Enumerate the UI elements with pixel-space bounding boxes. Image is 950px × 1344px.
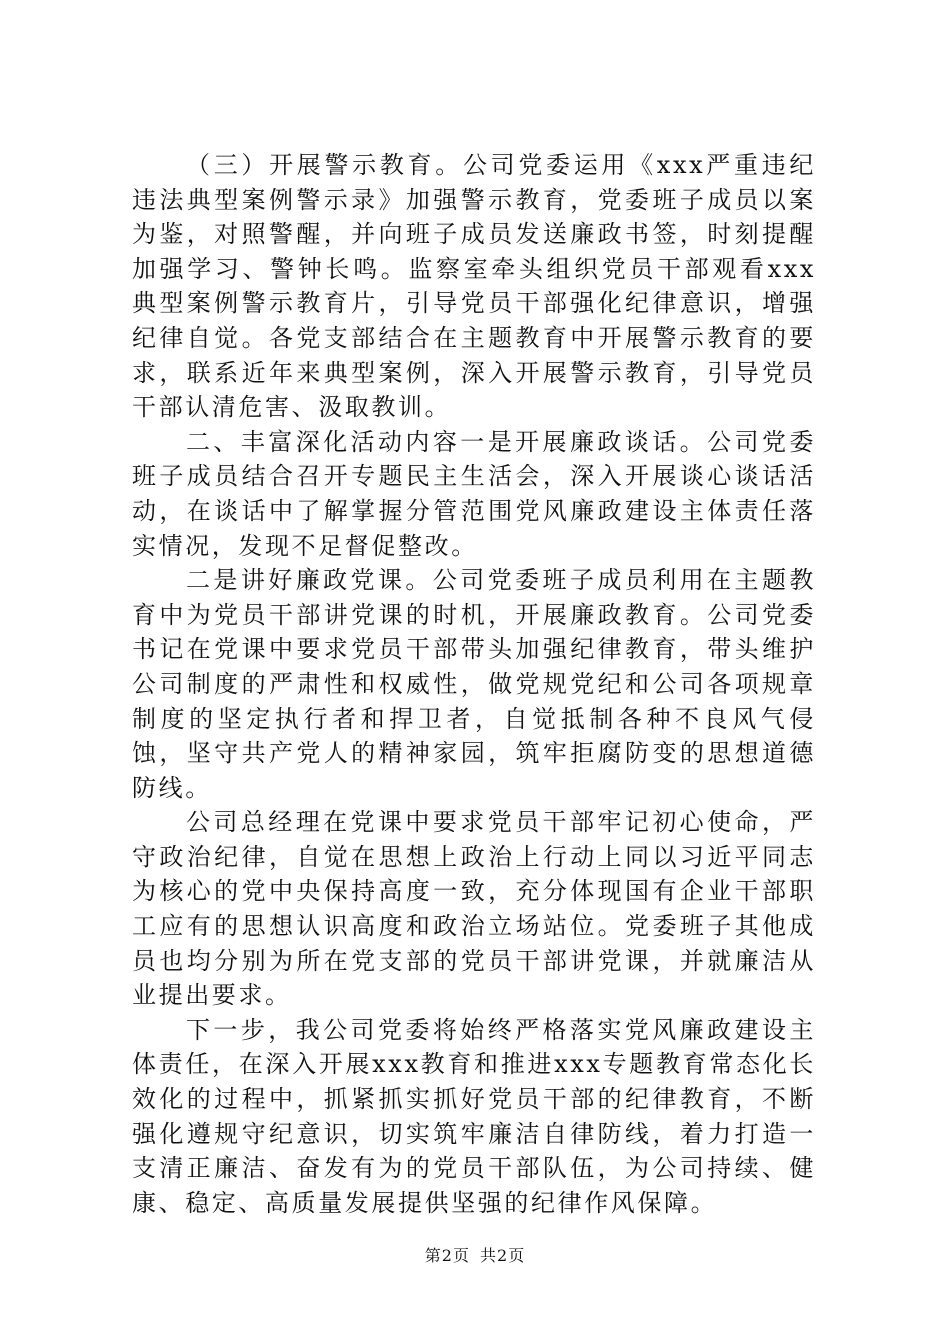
paragraph-next-steps: 下一步，我公司党委将始终严格落实党风廉政建设主体责任，在深入开展xxx教育和推进xxx专题教育常态化长效化的过程中，抓紧抓实抓好党员干部的纪律教育，不断强化遵规守纪意识，切实筑牢廉洁自律防线，着力打造一支清正廉洁、奋发有为的党员干部队伍，为公司持续、健康、稳定、高质量发展提供坚强的纪律作风保障。 [132,1015,816,1217]
paragraph-warning-education: （三）开展警示教育。公司党委运用《xxx严重违纪违法典型案例警示录》加强警示教育，党委班子成员以案为鉴，对照警醒，并向班子成员发送廉政书签，时刻提醒加强学习、警钟长鸣。监察室牵头组织党员干部观看xxx典型案例警示教育片，引导党员干部强化纪律意识，增强纪律自觉。各党支部结合在主题教育中开展警示教育的要求，联系近年来典型案例，深入开展警示教育，引导党员干部认清危害、汲取教训。 [132,151,816,422]
paragraph-general-manager-lesson: 公司总经理在党课中要求党员干部牢记初心使命，严守政治纪律，自觉在思想上政治上行动上同以习近平同志为核心的党中央保持高度一致，充分体现国有企业干部职工应有的思想认识高度和政治立场站位。党委班子其他成员也均分别为所在党支部的党员干部讲党课，并就廉洁从业提出要求。 [132,808,816,1010]
page-footer [0,1243,950,1266]
paragraph-integrity-talks: 二、丰富深化活动内容一是开展廉政谈话。公司党委班子成员结合召开专题民主生活会，深入开展谈心谈话活动，在谈话中了解掌握分管范围党风廉政建设主体责任落实情况，发现不足督促整改。 [132,427,816,560]
page-number: 第2页 [424,1246,470,1265]
paragraph-integrity-lessons: 二是讲好廉政党课。公司党委班子成员利用在主题教育中为党员干部讲党课的时机，开展廉政教育。公司党委书记在党课中要求党员干部带头加强纪律教育，带头维护公司制度的严肃性和权威性，做党规党纪和公司各项规章制度的坚定执行者和捍卫者，自觉抵制各种不良风气侵蚀，坚守共产党人的精神家园，筑牢拒腐防变的思想道德防线。 [132,566,816,802]
document-body [132,148,816,1220]
page-total: 共2页 [480,1246,526,1265]
